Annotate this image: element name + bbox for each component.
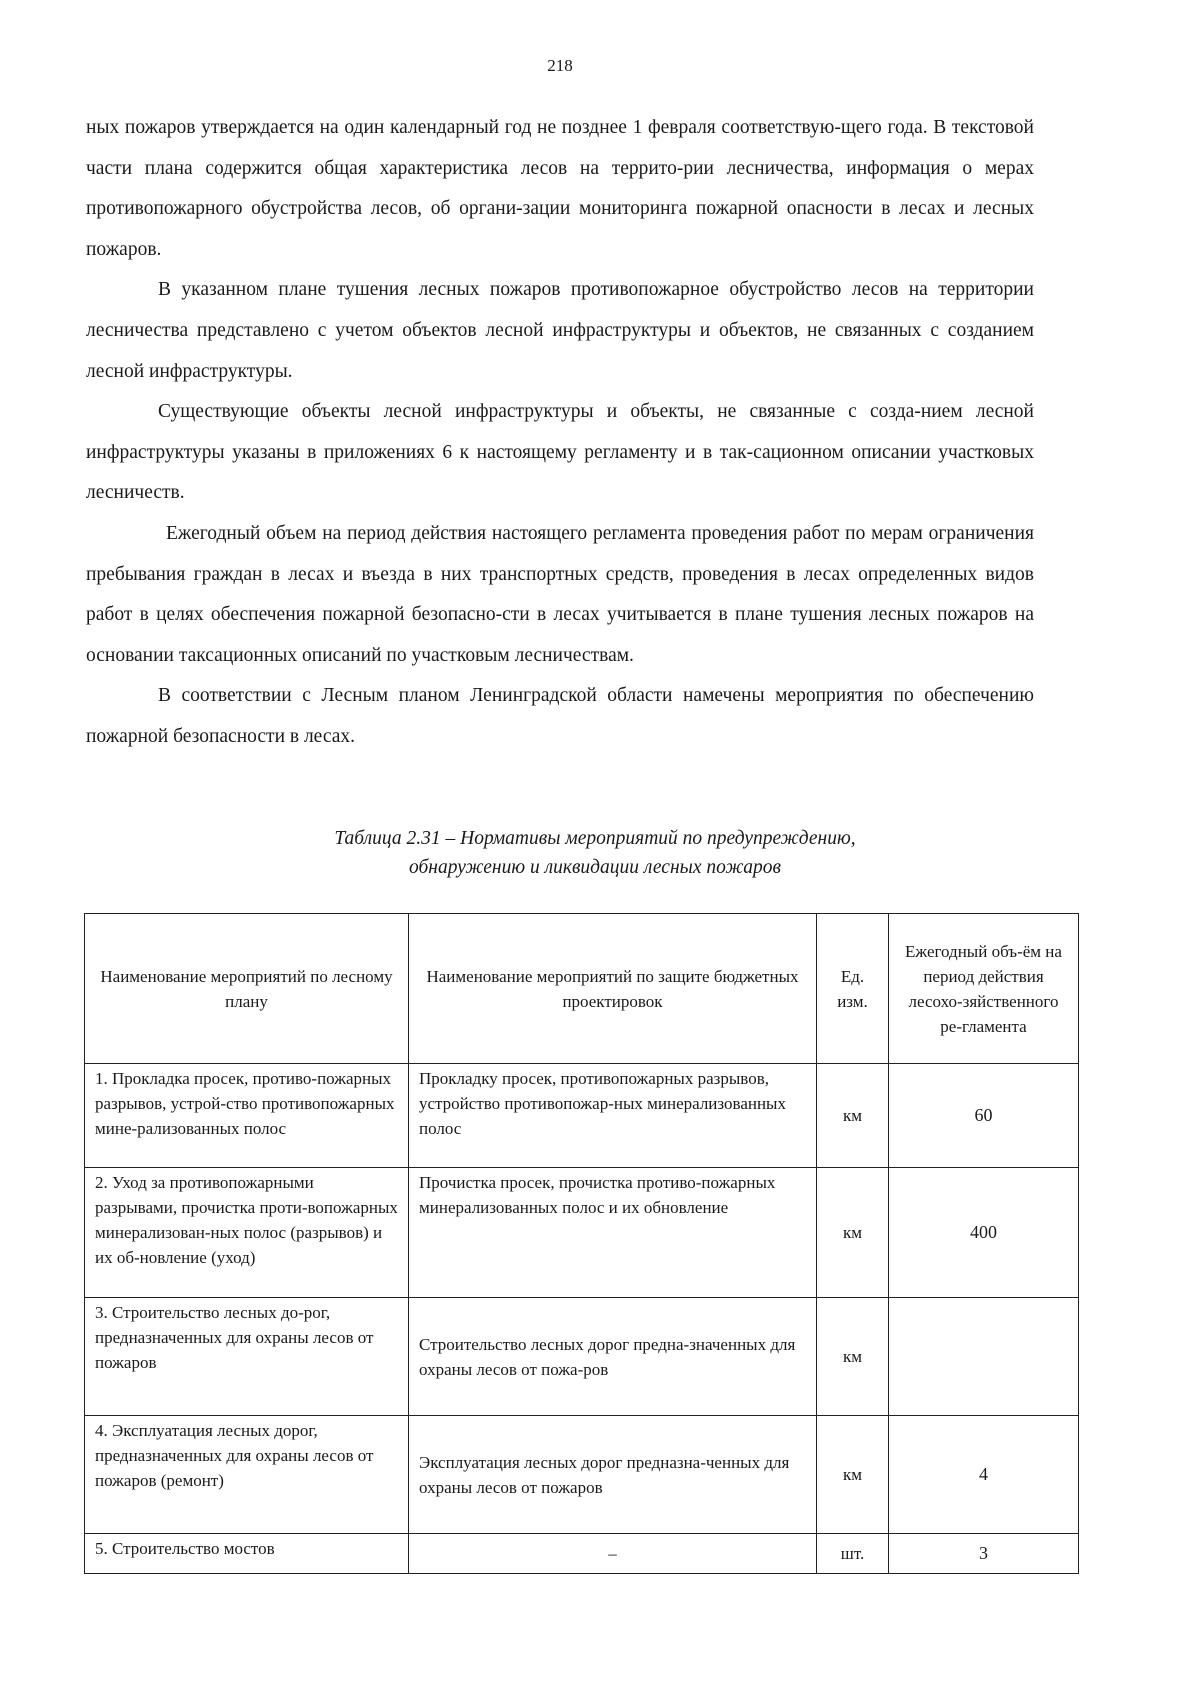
- row-plan-measure: 3. Строительство лесных до-рог, предназначенных для охраны лесов от пожаров: [85, 1298, 409, 1416]
- row-annual-volume: 3: [889, 1534, 1079, 1574]
- table-row: [85, 1298, 1079, 1416]
- row-annual-volume: 400: [889, 1168, 1079, 1298]
- row-plan-measure: 1. Прокладка просек, противо-пожарных разрывов, устрой-ство противопожарных мине-рализованных полос: [85, 1064, 409, 1168]
- row-unit: км: [817, 1298, 889, 1416]
- row-plan-measure: 2. Уход за противопожарными разрывами, прочистка проти-вопожарных минерализован-ных полос (разрывов) и их об-новление (уход): [85, 1168, 409, 1298]
- row-budget-measure: Прокладку просек, противопожарных разрывов, устройство противопожар-ных минерализованных полос: [409, 1064, 817, 1168]
- header-budget-measures: Наименование мероприятий по защите бюджетных проектировок: [409, 914, 817, 1064]
- table-row: [85, 1416, 1079, 1534]
- paragraph-4: Ежегодный объем на период действия настоящего регламента проведения работ по мерам ограничения пребывания граждан в лесах и въезда в них транспортных средств, проведения в лесах определенных видов работ в целях обеспечения пожарной безопасно-сти в лесах учитывается в плане тушения лесных пожаров на основании таксационных описаний по участковым лесничествам.: [86, 522, 1034, 666]
- norms-table: [84, 913, 1079, 1574]
- table-row: [85, 1168, 1079, 1298]
- table-row: [85, 1534, 1079, 1574]
- row-annual-volume: [889, 1298, 1079, 1416]
- header-plan-measures: Наименование мероприятий по лесному плану: [85, 914, 409, 1064]
- row-unit: км: [817, 1416, 889, 1534]
- row-unit: км: [817, 1168, 889, 1298]
- table-row: [85, 1064, 1079, 1168]
- row-plan-measure: 4. Эксплуатация лесных дорог, предназначенных для охраны лесов от пожаров (ремонт): [85, 1416, 409, 1534]
- table-caption: [0, 824, 1190, 882]
- paragraph-3: Существующие объекты лесной инфраструктуры и объекты, не связанные с созда-нием лесной инфраструктуры указаны в приложениях 6 к настоящему регламенту и в так-сационном описании участковых лесничеств.: [86, 401, 1034, 504]
- header-unit: Ед. изм.: [817, 914, 889, 1064]
- row-plan-measure: 5. Строительство мостов: [85, 1534, 409, 1574]
- body-text: [86, 108, 1034, 758]
- paragraph-2: В указанном плане тушения лесных пожаров противопожарное обустройство лесов на территории лесничества представлено с учетом объектов лесной инфраструктуры и объектов, не связанных с созданием лесной инфраструктуры.: [86, 279, 1034, 382]
- header-annual-volume: Ежегодный объ-ём на период действия лесохо-зяйственного ре-гламента: [889, 914, 1079, 1064]
- page-number: 218: [547, 56, 573, 75]
- row-unit: км: [817, 1064, 889, 1168]
- table-caption-line-2: обнаружению и ликвидации лесных пожаров: [409, 857, 781, 878]
- row-budget-measure: Эксплуатация лесных дорог предназна-ченных для охраны лесов от пожаров: [409, 1416, 817, 1534]
- row-unit: шт.: [817, 1534, 889, 1574]
- paragraph-5: В соответствии с Лесным планом Ленинградской области намечены мероприятия по обеспечению пожарной безопасности в лесах.: [86, 685, 1034, 747]
- paragraph-1: ных пожаров утверждается на один календарный год не позднее 1 февраля соответствую-щего года. В текстовой части плана содержится общая характеристика лесов на террито-рии лесничества, информация о мерах противопожарного обустройства лесов, об органи-зации мониторинга пожарной опасности в лесах и лесных пожаров.: [86, 117, 1034, 260]
- row-budget-measure: Прочистка просек, прочистка противо-пожарных минерализованных полос и их обновление: [409, 1168, 817, 1298]
- row-annual-volume: 4: [889, 1416, 1079, 1534]
- row-budget-measure: Строительство лесных дорог предна-значенных для охраны лесов от пожа-ров: [409, 1298, 817, 1416]
- row-annual-volume: 60: [889, 1064, 1079, 1168]
- row-budget-measure: –: [409, 1534, 817, 1574]
- table-header-row: [85, 914, 1079, 1064]
- table-caption-line-1: Таблица 2.31 – Нормативы мероприятий по предупреждению,: [334, 828, 856, 849]
